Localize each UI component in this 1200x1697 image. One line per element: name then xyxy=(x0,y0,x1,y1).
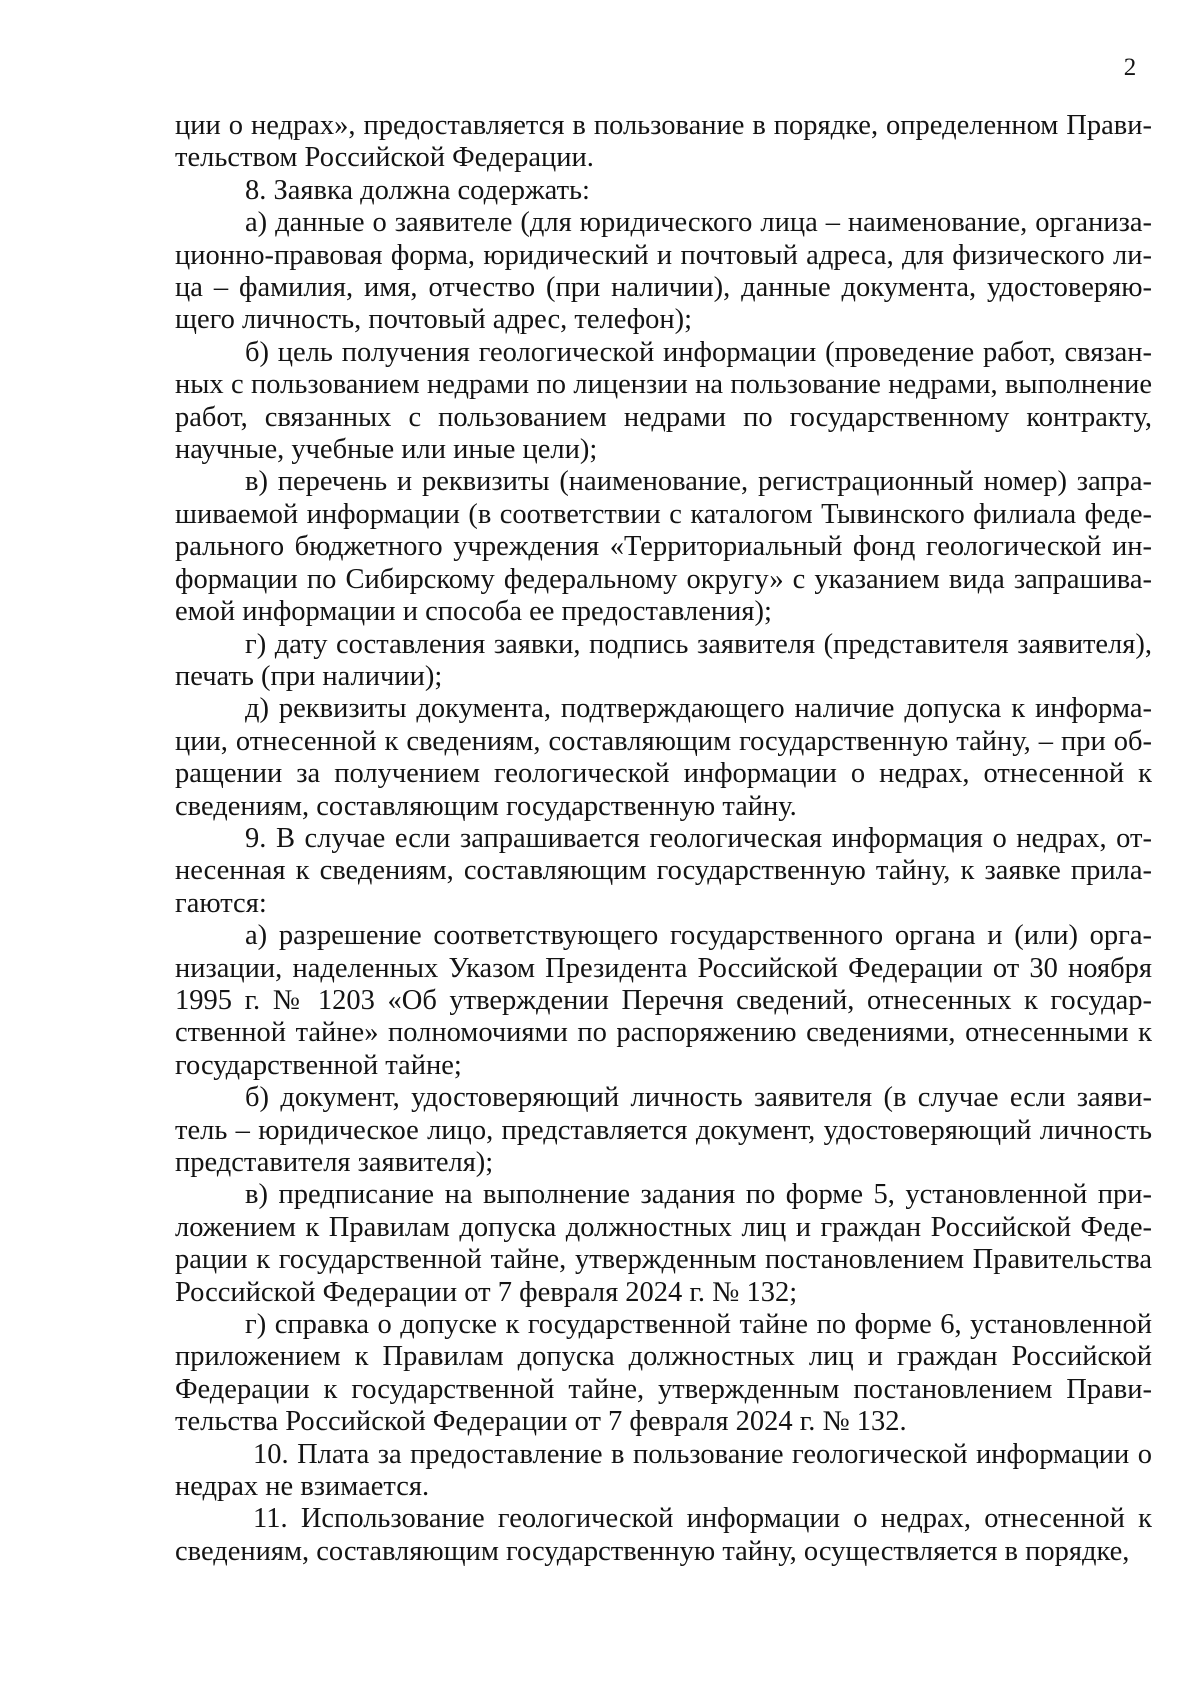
paragraph-8b: б) цель получения геологической информации (проведение работ, связанных с пользованием недрами по лицензии на пользование недрами, выполнение работ, связанных с пользованием недрами по государственному контракту, научные, учебные или иные цели); xyxy=(175,336,1152,466)
paragraph-9a: а) разрешение соответствующего государственного органа и (или) организации, наделенных Указом Президента Российской Федерации от 30 ноября 1995 г. № 1203 «Об утверждении Перечня сведений, отнесенных к государственной тайне» полномочиями по распоряжению сведениями, отнесенными к государственной тайне; xyxy=(175,920,1152,1081)
paragraph-8g: г) дату составления заявки, подпись заявителя (представителя заявителя), печать (при наличии); xyxy=(175,628,1152,692)
document-body xyxy=(175,110,1152,1568)
paragraph-8v: в) перечень и реквизиты (наименование, регистрационный номер) запрашиваемой информации (в соответствии с каталогом Тывинского филиала федерального бюджетного учреждения «Территориальный фонд геологической информации по Сибирскому федеральному округу» с указанием вида запрашиваемой информации и способа ее предоставления); xyxy=(175,466,1152,628)
paragraph-continuation: ции о недрах», предоставляется в пользование в порядке, определенном Правительством Российской Федерации. xyxy=(175,110,1152,174)
paragraph-9g: г) справка о допуске к государственной тайне по форме 6, установленной приложением к Правилам допуска должностных лиц и граждан Российской Федерации к государственной тайне, утвержденным постановлением Правительства Российской Федерации от 7 февраля 2024 г. № 132. xyxy=(175,1309,1152,1438)
paragraph-9: 9. В случае если запрашивается геологическая информация о недрах, отнесенная к сведениям, составляющим государственную тайну, к заявке прилагаются: xyxy=(175,822,1152,919)
page-number: 2 xyxy=(1123,54,1137,81)
paragraph-11: 11. Использование геологической информации о недрах, отнесенной к сведениям, составляющим государственную тайну, осуществляется в порядке, xyxy=(175,1503,1152,1567)
paragraph-8: 8. Заявка должна содержать: xyxy=(245,174,590,206)
paragraph-8a: а) данные о заявителе (для юридического лица – наименование, организационно-правовая форма, юридический и почтовый адреса, для физического лица – фамилия, имя, отчество (при наличии), данные документа, удостоверяющего личность, почтовый адрес, телефон); xyxy=(175,207,1152,336)
paragraph-10: 10. Плата за предоставление в пользование геологической информации о недрах не взимается. xyxy=(175,1438,1152,1503)
paragraph-9b: б) документ, удостоверяющий личность заявителя (в случае если заявитель – юридическое лицо, представляется документ, удостоверяющий личность представителя заявителя); xyxy=(175,1082,1152,1178)
paragraph-9v: в) предписание на выполнение задания по форме 5, установленной приложением к Правилам допуска должностных лиц и граждан Российской Федерации к государственной тайне, утвержденным постановлением Правительства Российской Федерации от 7 февраля 2024 г. № 132; xyxy=(175,1179,1152,1308)
paragraph-8d: д) реквизиты документа, подтверждающего наличие допуска к информации, отнесенной к сведениям, составляющим государственную тайну, – при обращении за получением геологической информации о недрах, отнесенной к сведениям, составляющим государственную тайну. xyxy=(175,693,1152,822)
